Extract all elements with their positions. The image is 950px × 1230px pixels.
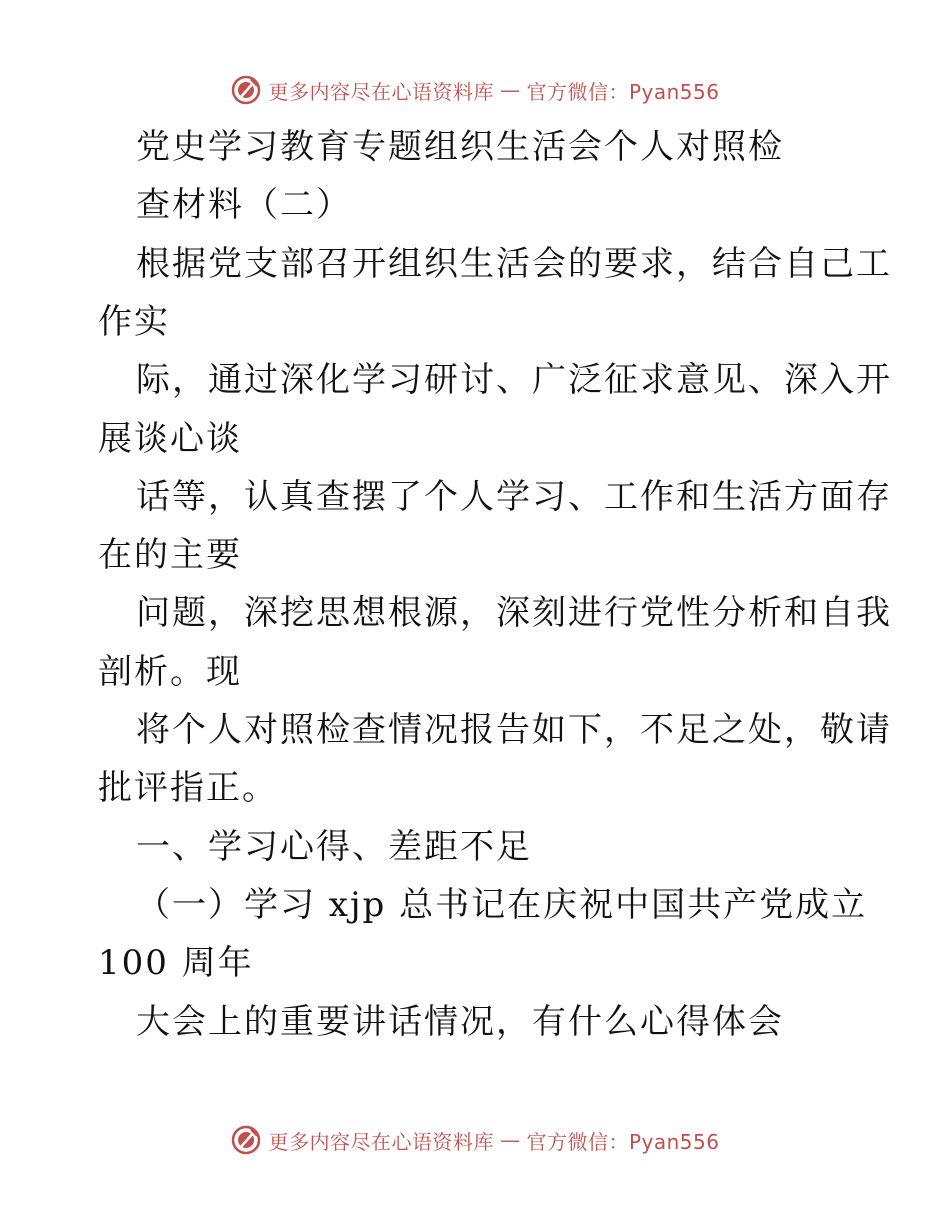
doc-paragraph-line: 将个人对照检查情况报告如下，不足之处，敬请 <box>136 710 892 750</box>
watermark-separator: — <box>499 1128 521 1152</box>
seal-pen-icon <box>230 74 262 106</box>
doc-paragraph-line: 根据党支部召开组织生活会的要求，结合自己工 <box>136 244 892 284</box>
doc-paragraph-line: 在的主要 <box>98 535 242 575</box>
watermark-text: 更多内容尽在心语资料库 <box>268 79 494 104</box>
doc-subsection-heading-cont: 大会上的重要讲话情况，有什么心得体会 <box>136 1002 784 1042</box>
doc-subsection-heading-cont: 100 周年 <box>98 943 254 983</box>
watermark-official: 官方微信：Pyan556 <box>526 1129 720 1154</box>
doc-title-line-1: 党史学习教育专题组织生活会个人对照检 <box>136 127 784 167</box>
seal-pen-icon <box>230 1124 262 1156</box>
doc-paragraph-line: 批评指正。 <box>98 768 278 808</box>
watermark-text: 更多内容尽在心语资料库 <box>268 1129 494 1154</box>
doc-paragraph-line: 展谈心谈 <box>98 419 242 459</box>
doc-section-heading: 一、学习心得、差距不足 <box>136 827 532 867</box>
header-watermark <box>0 70 950 110</box>
doc-paragraph-line: 际，通过深化学习研讨、广泛征求意见、深入开 <box>136 360 892 400</box>
doc-subsection-heading: （一）学习 xjp 总书记在庆祝中国共产党成立 <box>136 885 868 925</box>
doc-paragraph-line: 剖析。现 <box>98 652 242 692</box>
footer-watermark <box>0 1120 950 1160</box>
doc-paragraph-line: 问题，深挖思想根源，深刻进行党性分析和自我 <box>136 593 892 633</box>
doc-title-line-2: 查材料（二） <box>136 185 352 225</box>
watermark-official: 官方微信：Pyan556 <box>526 79 720 104</box>
watermark-separator: — <box>499 78 521 102</box>
watermark-content <box>230 1124 719 1156</box>
watermark-content <box>230 74 719 106</box>
doc-paragraph-line: 话等，认真查摆了个人学习、工作和生活方面存 <box>136 477 892 517</box>
doc-paragraph-line: 作实 <box>98 302 170 342</box>
